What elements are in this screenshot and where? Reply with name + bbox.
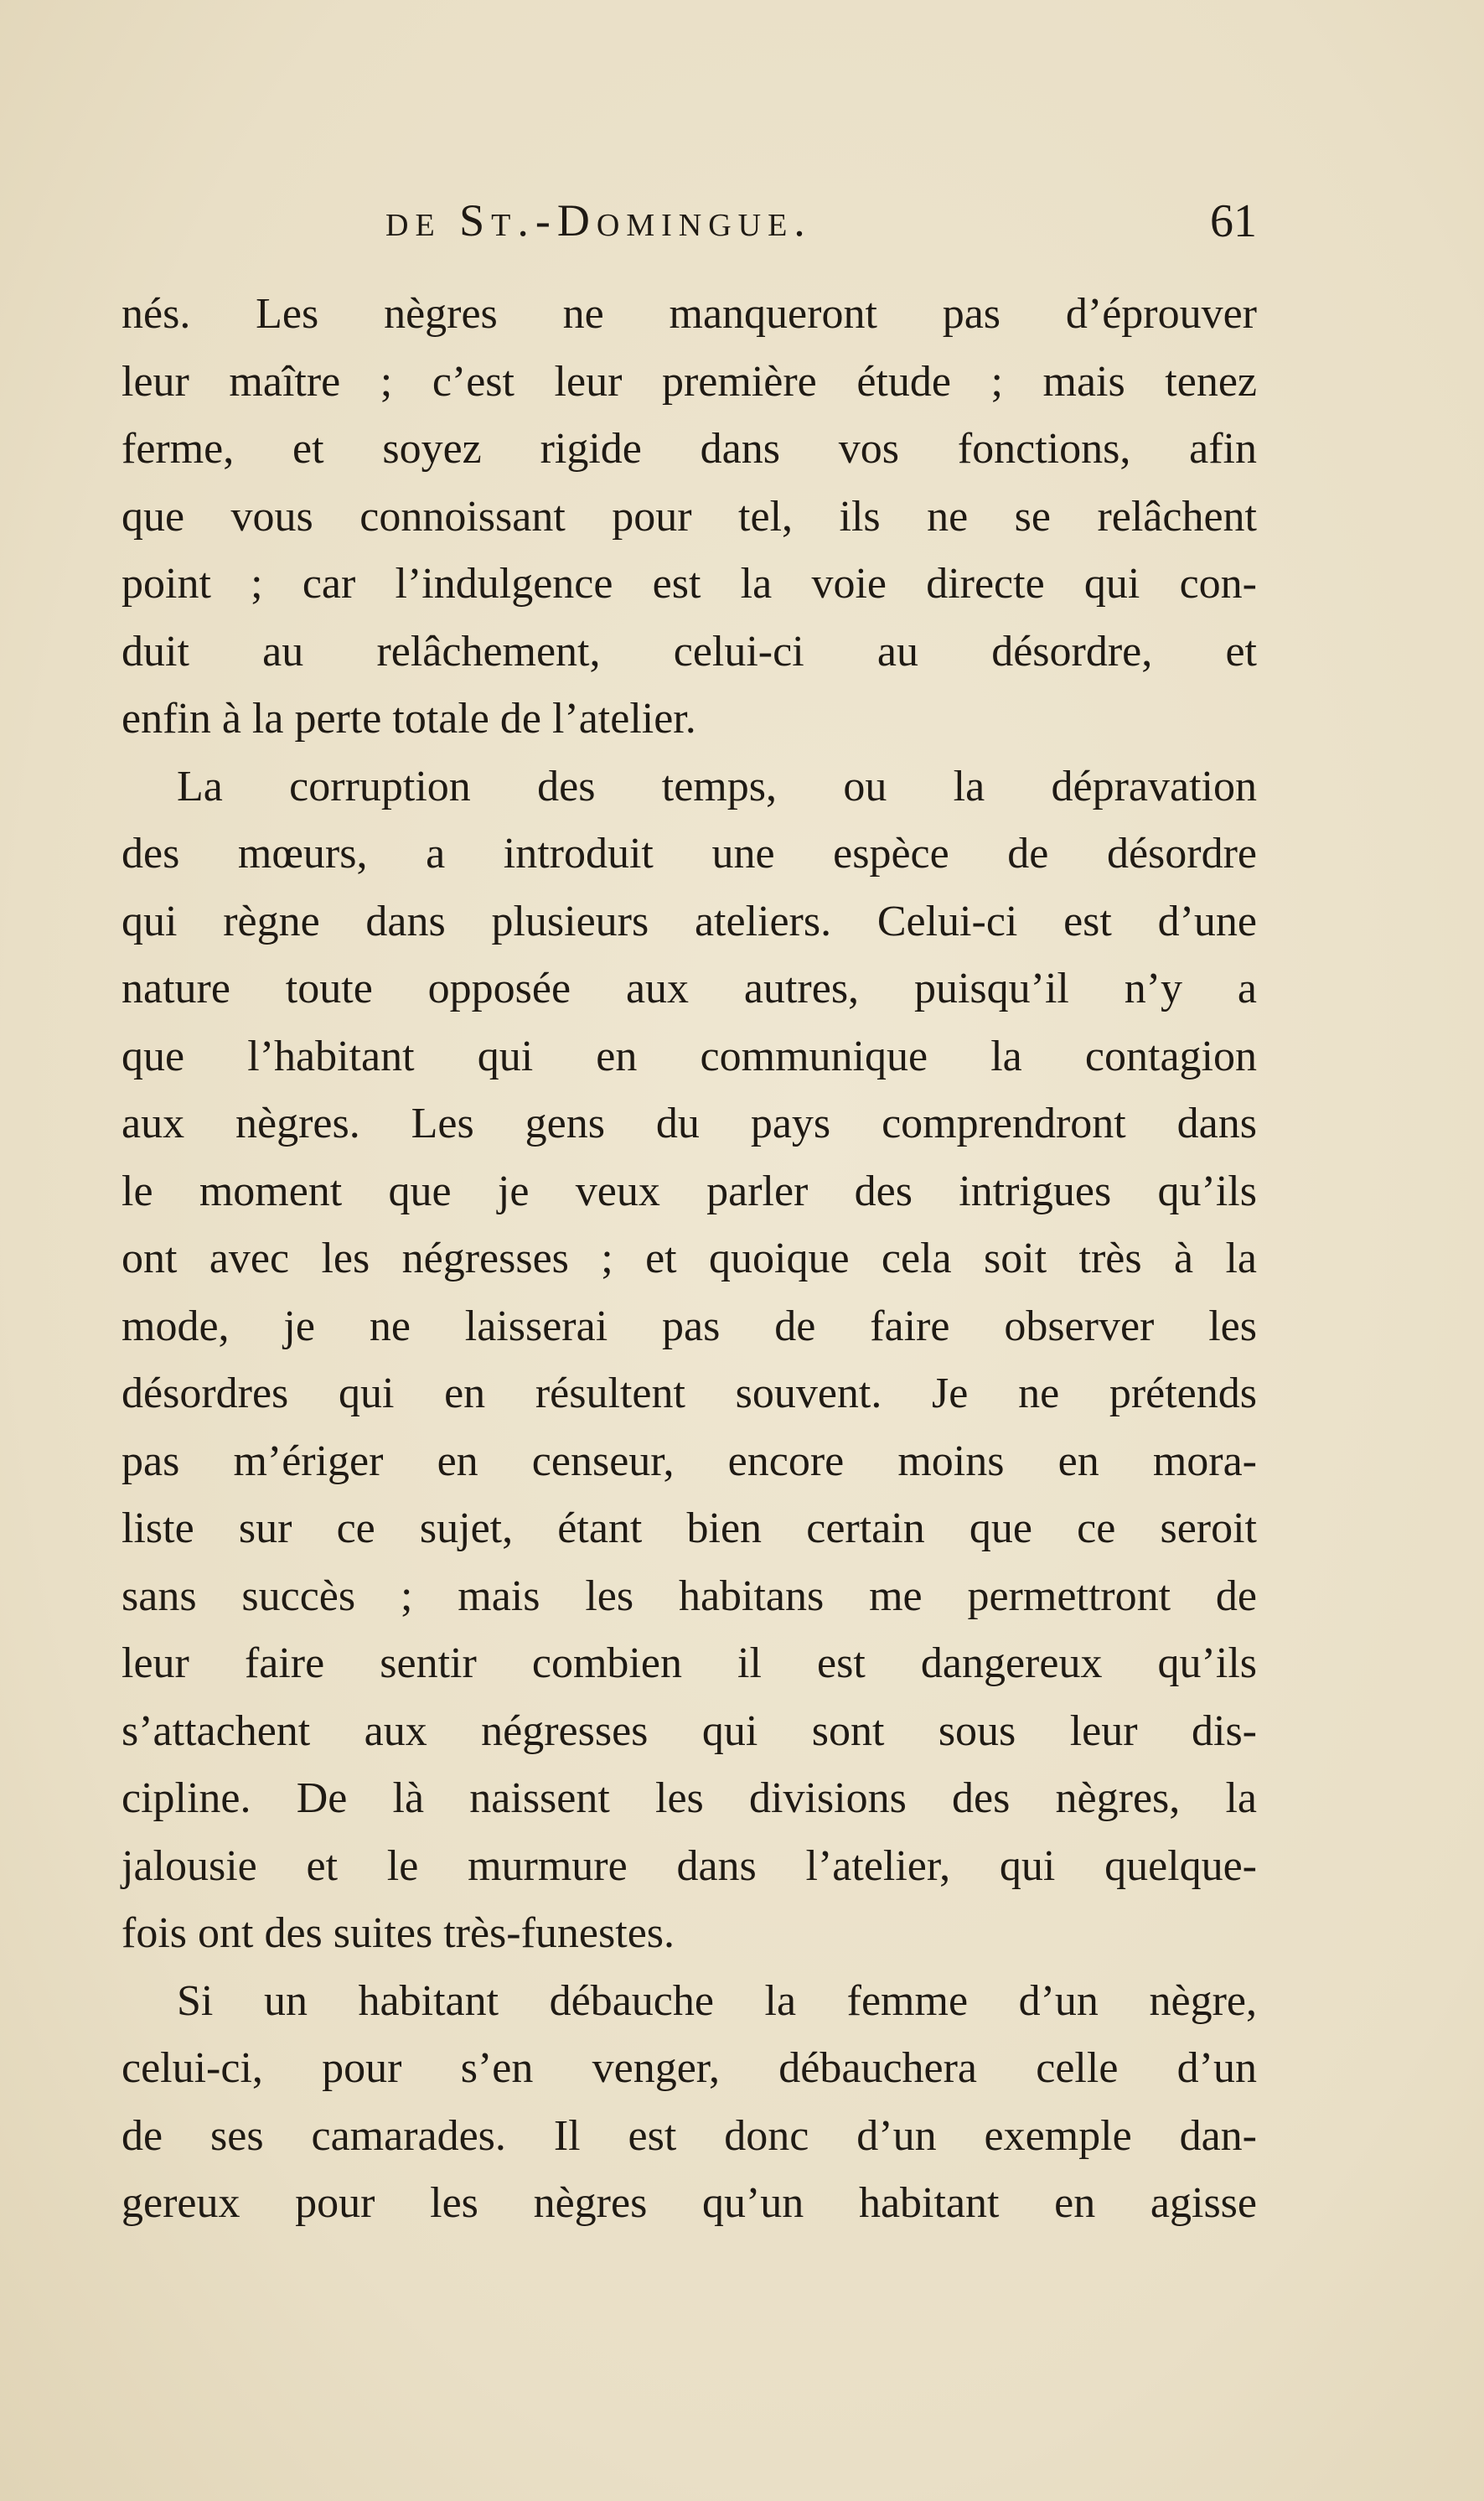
text-line: jalousie et le murmure dans l’atelier, qui quelque-: [122, 1841, 1257, 1890]
text-line: duit au relâchement, celui-ci au désordre, et: [122, 627, 1257, 676]
text-line: s’attachent aux négresses qui sont sous leur dis-: [122, 1706, 1257, 1755]
page-number: 61: [1210, 195, 1257, 247]
text-line: désordres qui en résultent souvent. Je ne prétends: [122, 1370, 1257, 1417]
text-line: point ; car l’indulgence est la voie directe qui con-: [122, 560, 1257, 608]
text-line: le moment que je veux parler des intrigues qu’ils: [122, 1167, 1257, 1215]
text-line: sans succès ; mais les habitans me permettront de: [122, 1572, 1257, 1620]
text-line: de ses camarades. Il est donc d’un exemple dan-: [122, 2111, 1257, 2160]
paragraph: [122, 281, 1257, 753]
text-line: gereux pour les nègres qu’un habitant en agisse: [122, 2179, 1257, 2227]
text-line: qui règne dans plusieurs ateliers. Celui-ci est d’une: [122, 897, 1257, 945]
paragraph: [122, 753, 1257, 1968]
text-line: que l’habitant qui en communique la contagion: [122, 1032, 1257, 1080]
text-line: enfin à la perte totale de l’atelier.: [122, 695, 696, 743]
text-line: mode, je ne laisserai pas de faire observer les: [122, 1302, 1257, 1350]
text-line: liste sur ce sujet, étant bien certain que ce seroit: [122, 1504, 1257, 1552]
text-line: aux nègres. Les gens du pays comprendront dans: [122, 1100, 1257, 1147]
text-line: pas m’ériger en censeur, encore moins en mora-: [122, 1437, 1257, 1485]
text-line: leur maître ; c’est leur première étude ; mais tenez: [122, 357, 1257, 406]
running-title: de St.-Domingue.: [385, 195, 812, 246]
text-line: que vous connoissant pour tel, ils ne se relâchent: [122, 492, 1257, 541]
text-line: leur faire sentir combien il est dangereux qu’ils: [122, 1639, 1257, 1687]
text-line: La corruption des temps, ou la dépravation: [177, 762, 1257, 810]
page-header: [122, 194, 1257, 270]
text-line: cipline. De là naissent les divisions des nègres, la: [122, 1774, 1257, 1822]
text-line: fois ont des suites très-funestes.: [122, 1909, 675, 1957]
text-line: ont avec les négresses ; et quoique cela soit très à la: [122, 1235, 1257, 1282]
text-line: Si un habitant débauche la femme d’un nègre,: [177, 1976, 1257, 2025]
text-line: nature toute opposée aux autres, puisqu’il n’y a: [122, 965, 1257, 1012]
text-line: des mœurs, a introduit une espèce de désordre: [122, 830, 1257, 878]
paragraph: [122, 1968, 1257, 2238]
body-text: [122, 281, 1257, 2238]
text-line: nés. Les nègres ne manqueront pas d’éprouver: [122, 290, 1257, 338]
text-line: celui-ci, pour s’en venger, débauchera celle d’un: [122, 2044, 1257, 2092]
text-line: ferme, et soyez rigide dans vos fonctions, afin: [122, 425, 1257, 473]
